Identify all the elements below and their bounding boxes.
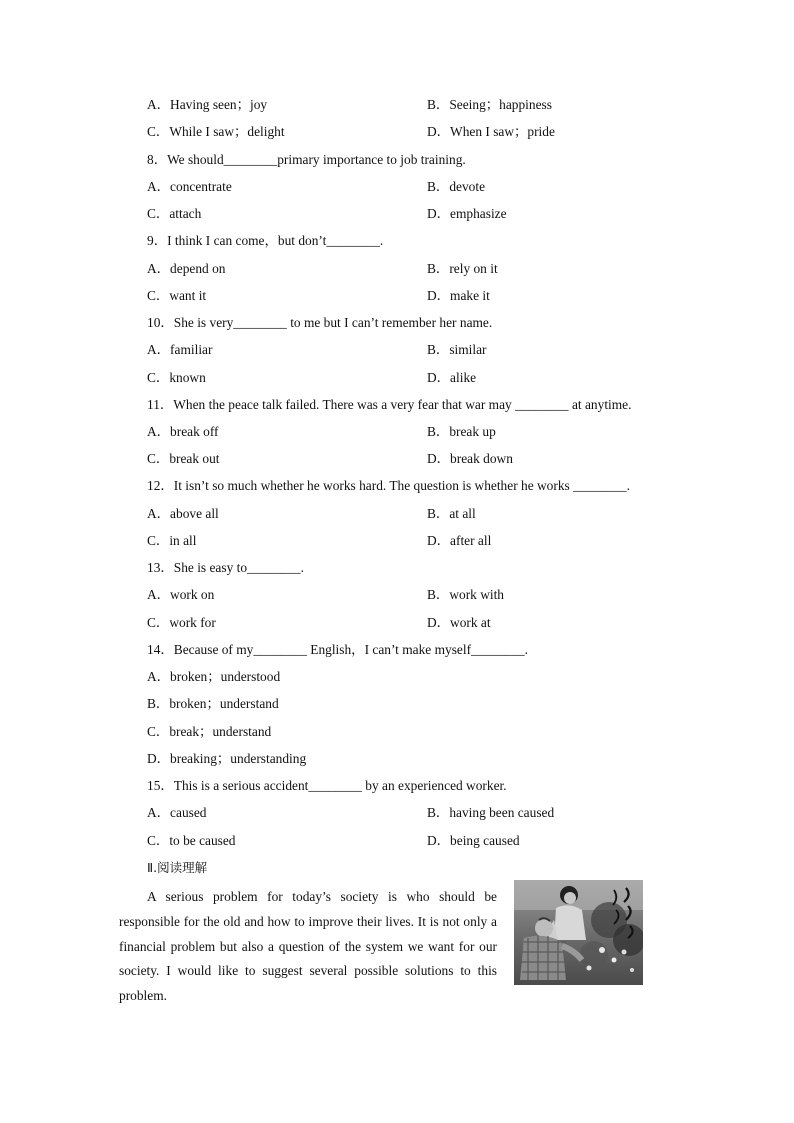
option-d: D．make it [427, 288, 490, 303]
option-b: B．break up [427, 424, 496, 439]
option-b: B．work with [427, 587, 504, 602]
option-a: A．familiar [147, 342, 213, 357]
option-d: D．work at [427, 615, 491, 630]
option-b: B．at all [427, 506, 476, 521]
option-d: D．breaking；understanding [147, 751, 307, 766]
option-d: D．break down [427, 451, 513, 466]
option-b: B．Seeing；happiness [427, 97, 552, 112]
passage-paragraph: A serious problem for today’s society is who should be responsible for the old and how to improve their lives. It is not only a financial problem but also a question of the system we want for our society. I would like to suggest several possible solutions to this problem. [119, 889, 497, 1004]
question-11: 11．When the peace talk failed. There was a very fear that war may ________ at anytime. [147, 397, 632, 412]
reading-passage [119, 885, 497, 1009]
option-c: C．While I saw；delight [147, 124, 285, 139]
section-title: Ⅱ.阅读理解 [147, 860, 208, 875]
option-a: A．break off [147, 424, 219, 439]
option-c: C．work for [147, 615, 216, 630]
question-9: 9．I think I can come，but don’t________. [147, 233, 384, 248]
question-15: 15．This is a serious accident________ by an experienced worker. [147, 778, 507, 793]
option-a: A．work on [147, 587, 215, 602]
option-a: A．concentrate [147, 179, 232, 194]
option-a: A．broken；understood [147, 669, 281, 684]
question-12: 12．It isn’t so much whether he works hard. The question is whether he works ________. [147, 478, 630, 493]
option-c: C．want it [147, 288, 207, 303]
option-a: A．above all [147, 506, 219, 521]
option-b: B．devote [427, 179, 486, 194]
option-b: B．similar [427, 342, 487, 357]
option-c: C．break out [147, 451, 220, 466]
option-c: C．break；understand [147, 724, 272, 739]
option-d: D．being caused [427, 833, 520, 848]
option-d: D．When I saw；pride [427, 124, 555, 139]
option-d: D．alike [427, 370, 477, 385]
question-13: 13．She is easy to________. [147, 560, 304, 575]
option-d: D．emphasize [427, 206, 507, 221]
option-a: A．caused [147, 805, 207, 820]
passage-photo [514, 880, 643, 985]
question-14: 14．Because of my________ English，I can’t make myself________. [147, 642, 528, 657]
option-a: A．Having seen；joy [147, 97, 268, 112]
option-c: C．to be caused [147, 833, 236, 848]
option-d: D．after all [427, 533, 492, 548]
option-b: B．broken；understand [147, 696, 279, 711]
option-b: B．rely on it [427, 261, 498, 276]
option-c: C．known [147, 370, 206, 385]
question-8: 8．We should________primary importance to job training. [147, 152, 466, 167]
elderly-couple-photo [514, 880, 643, 985]
question-10: 10．She is very________ to me but I can’t remember her name. [147, 315, 493, 330]
option-c: C．attach [147, 206, 202, 221]
option-a: A．depend on [147, 261, 226, 276]
option-b: B．having been caused [427, 805, 555, 820]
option-c: C．in all [147, 533, 197, 548]
